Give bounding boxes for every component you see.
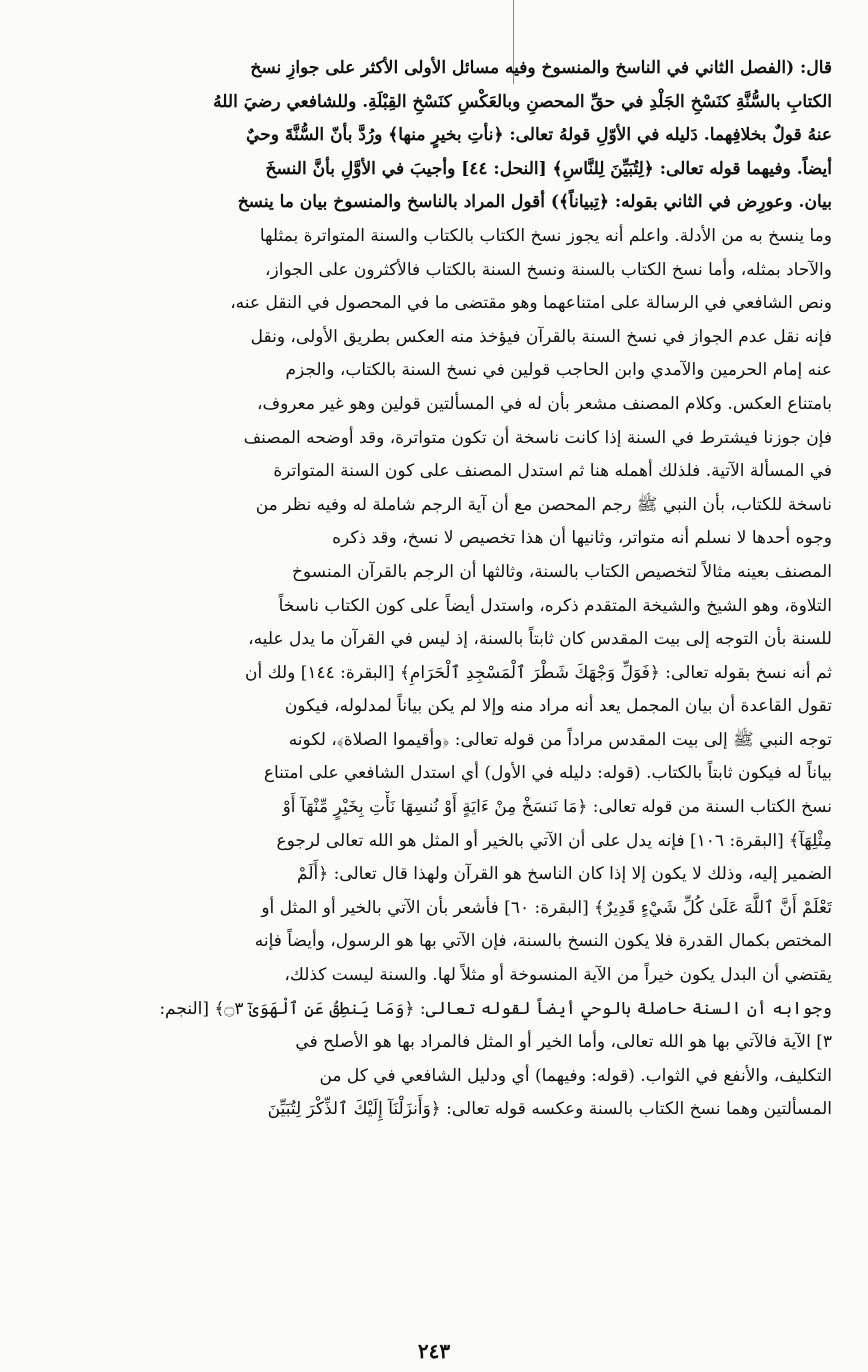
text-line-32: المسألتين وهما نسخ الكتاب بالسنة وعكسه قوله تعالى: ﴿وَأَنزَلْنَآ إِلَيْكَ ٱلذِّكْرَ لِتُبَيِّنَ (267, 1099, 832, 1120)
text-line-11: بامتناع العكس. وكلام المصنف مشعر بأن له في المسألتين قولين وهو غير معروف، (256, 393, 832, 414)
text-line-24: مِثْلِهَآ﴾ [البقرة: ١٠٦] فإنه يدل على أن الآتي بالخير أو المثل هو الله تعالى لرجوع (276, 830, 832, 851)
text-line-15: وجوه أحدها لا نسلم أنه متواتر، وثانيها أن هذا تخصيص لا نسخ، وقد ذكره (332, 528, 832, 549)
text-line-22: بياناً له فيكون ثابتاً بالكتاب. (قوله: دليله في الأول) أي استدل الشافعي على امتناع (263, 763, 832, 784)
text-line-30: ٣] الآية فالآتي بها هو الله تعالى، وأما الخير أو المثل فالمراد بها هو الأصلح في (295, 1032, 832, 1053)
text-line-18: للسنة بأن التوجه إلى بيت المقدس كان ثابتاً بالسنة، إذ ليس في القرآن ما يدل عليه، (248, 629, 832, 650)
page-number: ٢٤٣ (417, 1339, 451, 1363)
text-line-9: فإنه نقل عدم الجواز في نسخ السنة بالقرآن فيؤخذ منه العكس بطريق الأولى، ونقل (250, 326, 832, 347)
text-line-20: تقول القاعدة أن بيان المجمل يعد أنه مراد منه وإلا لم يكن بياناً لمدلوله، فيكون (284, 696, 832, 717)
text-line-13: في المسألة الآتية. فلذلك أهمله هنا ثم استدل المصنف على كون السنة المتواترة (273, 461, 832, 482)
text-line-25: الضمير إليه، وذلك لا يكون إلا إذا كان الناسخ هو القرآن ولهذا قال تعالى: ﴿أَلَمْ (297, 864, 832, 885)
text-line-26: تَعْلَمْ أَنَّ ٱللَّهَ عَلَىٰ كُلِّ شَيْءٍ قَدِيرٌ﴾ [البقرة: ٦٠] فأشعر بأن الآتي بالخير أو المثل أو (261, 897, 832, 918)
text-line-4: أيضاً. وفيهما قوله تعالى: ﴿لِتُبَيِّنَ لِلنَّاسِ﴾ [النحل: ٤٤] وأجيبَ في الأوَّلِ بأنَّ النسخَ (265, 158, 832, 179)
text-line-10: عنه إمام الحرمين والآمدي وابن الحاجب قولين في نسخ السنة بالكتاب، والجزم (285, 360, 832, 381)
text-line-19: ثم أنه نسخ بقوله تعالى: ﴿فَوَلِّ وَجْهَكَ شَطْرَ ٱلْمَسْجِدِ ٱلْحَرَامِ﴾ [البقرة: ١٤٤] ولك أن (245, 662, 832, 683)
text-line-17: التلاوة، وهو الشيخ والشيخة المتقدم ذكره، واستدل أيضاً على كون الكتاب ناسخاً (278, 595, 832, 616)
text-line-12: فإن جوزنا فيشترط في السنة إذا كانت ناسخة أن تكون متواترة، وقد أوضحه المصنف (243, 427, 832, 448)
text-line-16: المصنف بعينه مثالاً لتخصيص الكتاب بالسنة، وثالثها أن الرجم بالقرآن المنسوخ (291, 561, 832, 582)
text-line-27: المختص بكمال القدرة فلا يكون النسخ بالسنة، فإن الآتي بها هو الرسول، وأيضاً فإنه (254, 931, 832, 952)
text-line-3: عنهُ قولٌ بخلافِهما. دَليله في الأوّلِ قولهُ تعالى: ﴿نأتِ بخيرٍ منها﴾ ورُدَّ بأنّ السُّنَّةَ وحيٌ (246, 125, 832, 146)
text-line-8: ونص الشافعي في الرسالة على امتناعهما وهو مقتضى ما في المحصول في النقل عنه، (230, 293, 832, 314)
text-line-31: التكليف، والأنفع في الثواب. (قوله: وفيهما) أي ودليل الشافعي في كل من (319, 1065, 832, 1086)
text-line-29: وجوابه أن السنة حاصلة بالوحي أيضاً لقوله تعالى: ﴿وَمَا يَنطِقُ عَنِ ٱلْهَوَىٰٓ ۝٣﴾ [النجم: (159, 998, 832, 1019)
text-line-2: الكتابِ بالسُّنَّةِ كنَسْخِ الجَلْدِ في حقِّ المحصنِ وبالعَكْسِ كنَسْخِ القِبْلَةِ. وللشافعي رضيَ اللهُ (213, 91, 832, 112)
text-line-1: قال: (الفصل الثاني في الناسخ والمنسوخ وفيه مسائل الأولى الأكثر على جوازِ نسخ (250, 58, 832, 78)
text-line-7: والآحاد بمثله، وأما نسخ الكتاب بالسنة ونسخ السنة بالكتاب فالأكثرون على الجواز، (265, 259, 832, 280)
text-line-14: ناسخة للكتاب، بأن النبي ﷺ رجم المحصن مع أن آية الرجم شاملة له وفيه نظر من (255, 494, 832, 515)
text-line-28: يقتضي أن البدل يكون خيراً من الآية المنسوخة أو مثلاً لها. والسنة ليست كذلك، (284, 965, 832, 986)
text-line-21: توجه النبي ﷺ إلى بيت المقدس مراداً من قوله تعالى: ﴿وأقيموا الصلاة﴾، لكونه (288, 729, 832, 750)
text-line-23: نسخ الكتاب السنة من قوله تعالى: ﴿مَا نَنسَخْ مِنْ ءَايَةٍ أَوْ نُنسِهَا نَأْتِ بِخَيْرٍ مِّنْهَآ أَوْ (282, 797, 832, 818)
text-line-6: وما ينسخ به من الأدلة. واعلم أنه يجوز نسخ الكتاب بالكتاب والسنة المتواترة بمثلها (259, 225, 832, 246)
text-line-5: بيان. وعورِض في الثاني بقوله: ﴿تِبياناً﴾) أقول المراد بالناسخ والمنسوخ بيان ما ينسخ (237, 192, 832, 213)
text-line-33 (46, 1127, 832, 1161)
page-text-block (46, 52, 832, 1328)
